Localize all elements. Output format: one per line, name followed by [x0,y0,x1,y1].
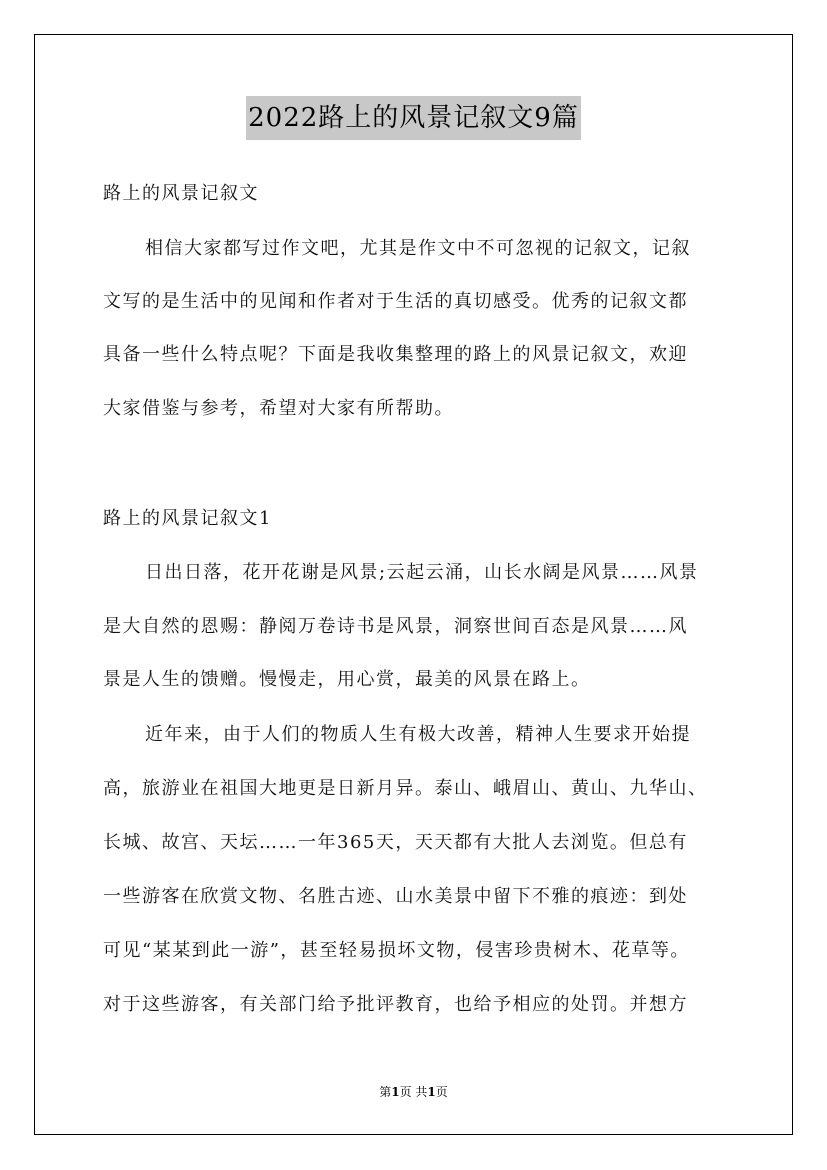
page-total: 1 [427,1085,436,1099]
document-title: 2022路上的风景记叙文9篇 [246,96,581,140]
paragraph-line: 日出日落，花开花谢是风景;云起云涌，山长水阔是风景……风景 [145,562,699,583]
paragraph-line: 对于这些游客，有关部门给予批评教育，也给予相应的处罚。并想方 [103,994,688,1015]
paragraph-line: 近年来，由于人们的物质人生有极大改善，精神人生要求开始提 [145,724,691,745]
page-prefix: 第 [379,1085,392,1099]
section-heading-1: 路上的风景记叙文1 [103,508,272,529]
paragraph-line: 高，旅游业在祖国大地更是日新月异。泰山、峨眉山、黄山、九华山、 [103,778,708,799]
page-footer [0,1082,827,1102]
page-mid: 页 共 [399,1085,428,1099]
paragraph-line: 是大自然的恩赐：静阅万卷诗书是风景，洞察世间百态是风景……风 [103,616,688,637]
page-current: 1 [391,1085,400,1099]
paragraph-line: 景是人生的馈赠。慢慢走，用心赏，最美的风景在路上。 [103,669,591,690]
paragraph-line: 可见“某某到此一游”，甚至轻易损坏文物，侵害珍贵树木、花草等。 [103,940,690,961]
paragraph-line: 一些游客在欣赏文物、名胜古迹、山水美景中留下不雅的痕迹：到处 [103,886,688,907]
paragraph-line: 文写的是生活中的见闻和作者对于生活的真切感受。优秀的记叙文都 [103,291,688,312]
paragraph-line: 长城、故宫、天坛……一年365天，天天都有大批人去浏览。但总有 [103,832,688,853]
paragraph-line: 大家借鉴与参考，希望对大家有所帮助。 [103,398,454,419]
paragraph-line: 具备一些什么特点呢？下面是我收集整理的路上的风景记叙文，欢迎 [103,344,688,365]
section-heading-intro: 路上的风景记叙文 [103,183,259,204]
document-title-container [0,96,827,140]
paragraph-line: 相信大家都写过作文吧，尤其是作文中不可忽视的记叙文，记叙 [145,238,691,259]
page-suffix: 页 [435,1085,448,1099]
